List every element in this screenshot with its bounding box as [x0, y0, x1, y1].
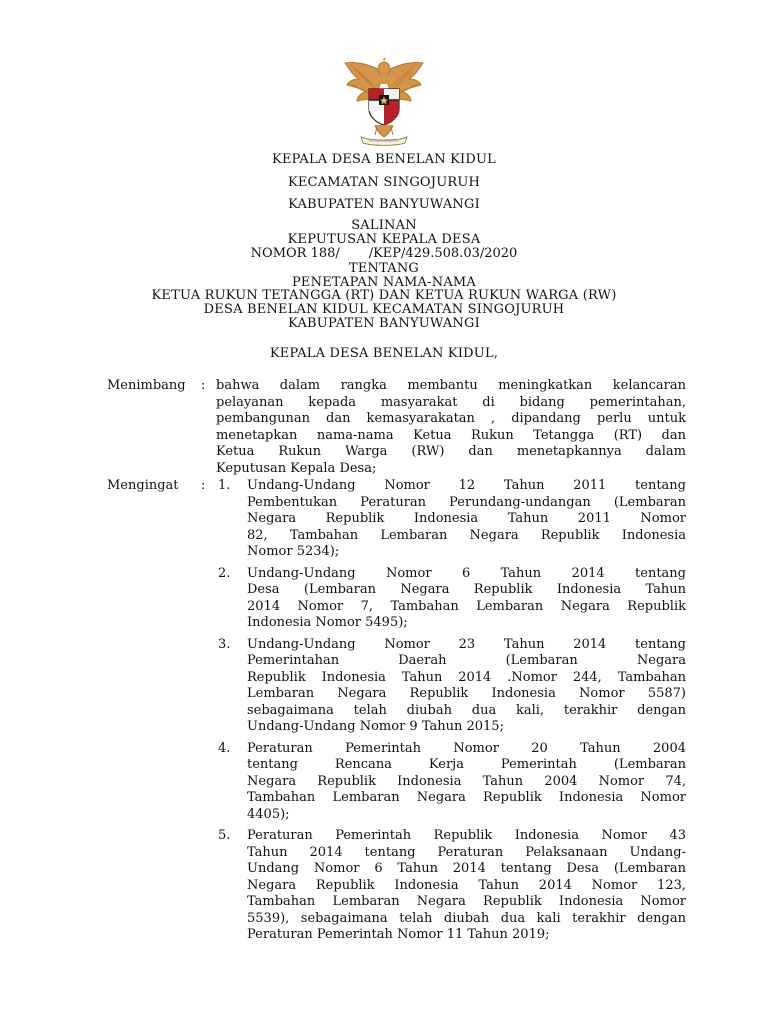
menimbang-line: Keputusan Kepala Desa; — [216, 460, 377, 476]
list-item-line: Undang-Undang Nomor 6 Tahun 2014 tentang — [247, 565, 686, 581]
list-item-line: Undang-Undang Nomor 12 Tahun 2011 tentang — [247, 478, 686, 493]
list-item — [216, 637, 686, 736]
list-item-line: Desa (Lembaran Negara Republik Indonesia Tahun — [247, 582, 686, 597]
list-item — [216, 741, 686, 824]
tentang-label: TENTANG — [348, 261, 420, 276]
menimbang-line: Ketua Rukun Warga (RW) dan menetapkannya dalam — [216, 444, 686, 459]
mengingat-colon: : — [201, 478, 206, 493]
list-item-line: Negara Republik Indonesia Tahun 2011 Nomor — [247, 511, 686, 526]
header-district: KECAMATAN SINGOJURUH — [287, 175, 481, 190]
list-item-line: tentang Rencana Kerja Pemerintah (Lembaran — [247, 757, 686, 772]
menimbang-colon: : — [201, 378, 206, 393]
list-item-line: Nomor 5234); — [247, 544, 340, 559]
list-item-line: 2014 Nomor 7, Tambahan Lembaran Negara Republik — [247, 598, 686, 614]
list-item-line: Undang Nomor 6 Tahun 2014 tentang Desa (Lembaran — [247, 861, 686, 876]
menimbang-line: pelayanan kepada masyarakat di bidang pemerintahan, — [216, 394, 686, 410]
list-item-text — [247, 566, 686, 632]
list-item-line: Undang-Undang Nomor 23 Tahun 2014 tentang — [247, 636, 686, 652]
decree-subject-2: KETUA RUKUN TETANGGA (RT) DAN KETUA RUKUN WARGA (RW) — [151, 288, 617, 303]
decree-subject-3: DESA BENELAN KIDUL KECAMATAN SINGOJURUH — [203, 302, 565, 317]
mengingat-list — [216, 478, 686, 949]
list-item-number: 3. — [218, 636, 231, 652]
list-item-line: Tambahan Lembaran Negara Republik Indonesia Nomor — [247, 894, 686, 909]
decree-subject-4: KABUPATEN BANYUWANGI — [288, 316, 480, 331]
menimbang-line: bahwa dalam rangka membantu meningkatkan kelancaran — [216, 378, 686, 393]
list-item-line: 5539), sebagaimana telah diubah dua kali terakhir dengan — [247, 910, 686, 926]
decree-number-gap — [340, 246, 369, 261]
list-item-line: Republik Indonesia Tahun 2014 .Nomor 244, Tambahan — [247, 669, 686, 685]
list-item-line: Negara Republik Indonesia Tahun 2004 Nomor 74, — [247, 773, 686, 789]
list-item-line: Indonesia Nomor 5495); — [247, 615, 408, 630]
list-item-line: Tambahan Lembaran Negara Republik Indonesia Nomor — [247, 790, 686, 805]
decree-number — [0, 246, 768, 262]
header-office: KEPALA DESA BENELAN KIDUL — [272, 152, 496, 167]
list-item-line: sebagaimana telah diubah dua kali, terakhir dengan — [247, 702, 686, 718]
menimbang-line: menetapkan nama-nama Ketua Rukun Tetangga (RT) dan — [216, 427, 686, 443]
decree-subject-1: PENETAPAN NAMA-NAMA — [291, 275, 477, 290]
list-item-number: 2. — [218, 565, 231, 581]
list-item-line: Peraturan Pemerintah Nomor 11 Tahun 2019; — [247, 927, 550, 942]
header-regency: KABUPATEN BANYUWANGI — [288, 197, 480, 212]
list-item-number: 4. — [218, 740, 231, 756]
list-item-line: Tahun 2014 tentang Peraturan Pelaksanaan Undang- — [247, 844, 686, 860]
list-item-number: 1. — [218, 478, 231, 493]
list-item-line: Undang-Undang Nomor 9 Tahun 2015; — [247, 719, 504, 734]
list-item-line: Pemerintahan Daerah (Lembaran Negara — [247, 653, 686, 668]
menimbang-line: pembangunan dan kemasyarakatan , dipandang perlu untuk — [216, 411, 686, 426]
list-item-line: Lembaran Negara Republik Indonesia Nomor 5587) — [247, 686, 686, 701]
list-item-text — [247, 741, 686, 824]
mengingat-label: Mengingat — [107, 478, 179, 493]
list-item-line: Peraturan Pemerintah Republik Indonesia Nomor 43 — [247, 828, 686, 843]
list-item — [216, 828, 686, 944]
list-item-line: Peraturan Pemerintah Nomor 20 Tahun 2004 — [247, 740, 686, 756]
decree-number-suffix: /KEP/429.508.03/2020 — [368, 246, 518, 261]
list-item-number: 5. — [218, 828, 231, 843]
list-item-line: 4405); — [247, 806, 290, 822]
garuda-emblem-icon — [339, 55, 429, 147]
list-item — [216, 478, 686, 561]
list-item-line: 82, Tambahan Lembaran Negara Republik Indonesia — [247, 527, 686, 543]
issuer-heading: KEPALA DESA BENELAN KIDUL, — [269, 346, 499, 361]
list-item-text — [247, 637, 686, 736]
list-item-text — [247, 478, 686, 561]
salinan-label: SALINAN — [351, 218, 417, 233]
decree-title: KEPUTUSAN KEPALA DESA — [287, 232, 481, 247]
list-item-line: Negara Republik Indonesia Tahun 2014 Nomor 123, — [247, 877, 686, 893]
decree-number-prefix: NOMOR 188/ — [250, 246, 340, 261]
list-item-text — [247, 828, 686, 944]
list-item — [216, 566, 686, 632]
menimbang-label: Menimbang — [107, 378, 186, 393]
list-item-line: Pembentukan Peraturan Perundang-undangan (Lembaran — [247, 494, 686, 510]
menimbang-text — [216, 378, 686, 477]
